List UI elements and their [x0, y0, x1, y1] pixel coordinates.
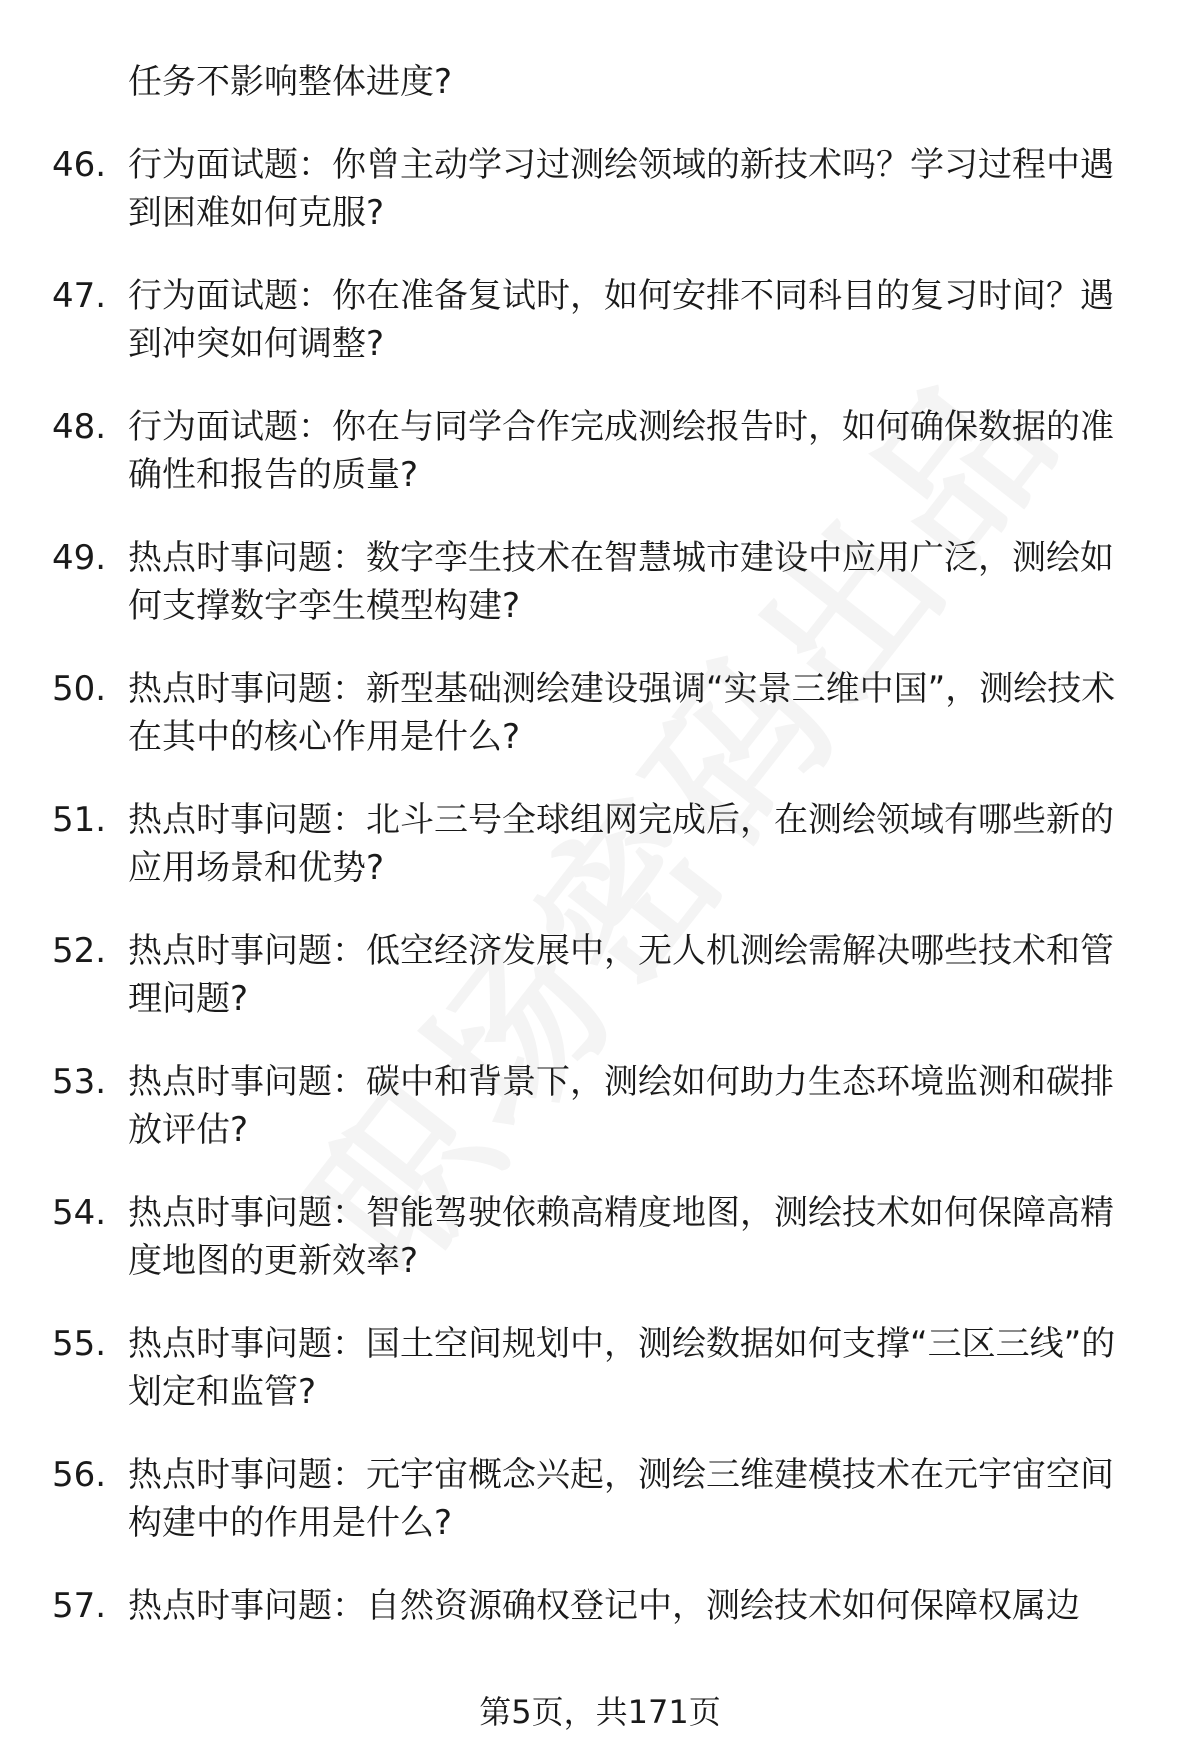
question-text: 热点时事问题：北斗三号全球组网完成后，在测绘领域有哪些新的应用场景和优势?: [128, 800, 1114, 888]
question-number: 48.: [52, 407, 107, 447]
list-item: [0, 1320, 1200, 1416]
question-text: 热点时事问题：元宇宙概念兴起，测绘三维建模技术在元宇宙空间构建中的作用是什么?: [128, 1455, 1114, 1543]
question-number: 50.: [52, 669, 107, 709]
list-item: [0, 1189, 1200, 1285]
question-text: 热点时事问题：自然资源确权登记中，测绘技术如何保障权属边: [128, 1586, 1080, 1626]
question-number: 47.: [52, 276, 107, 316]
question-text: 热点时事问题：新型基础测绘建设强调“实景三维中国”，测绘技术在其中的核心作用是什么?: [128, 669, 1116, 757]
question-text: 热点时事问题：低空经济发展中，无人机测绘需解决哪些技术和管理问题?: [128, 931, 1114, 1019]
question-number: 57.: [52, 1586, 107, 1626]
question-text: 热点时事问题：碳中和背景下，测绘如何助力生态环境监测和碳排放评估?: [128, 1062, 1114, 1150]
question-number: 51.: [52, 800, 107, 840]
question-number: 56.: [52, 1455, 107, 1495]
question-text: 行为面试题：你曾主动学习过测绘领域的新技术吗？学习过程中遇到困难如何克服?: [128, 145, 1114, 233]
question-text: 任务不影响整体进度?: [128, 62, 453, 102]
question-number: 49.: [52, 538, 107, 578]
question-number: 55.: [52, 1324, 107, 1364]
list-item: [0, 403, 1200, 499]
question-number: 53.: [52, 1062, 107, 1102]
list-item-continuation: [0, 58, 1200, 106]
list-item: [0, 1582, 1200, 1630]
question-text: 热点时事问题：国土空间规划中，测绘数据如何支撑“三区三线”的划定和监管?: [128, 1324, 1116, 1412]
page-footer: 第5页，共171页: [479, 1693, 721, 1731]
list-item: [0, 1451, 1200, 1547]
question-text: 热点时事问题：数字孪生技术在智慧城市建设中应用广泛，测绘如何支撑数字孪生模型构建?: [128, 538, 1114, 626]
question-number: 46.: [52, 145, 107, 185]
question-number: 52.: [52, 931, 107, 971]
list-item: [0, 141, 1200, 237]
question-number: 54.: [52, 1193, 107, 1233]
list-item: [0, 534, 1200, 630]
list-item: [0, 272, 1200, 368]
list-item: [0, 927, 1200, 1023]
question-text: 热点时事问题：智能驾驶依赖高精度地图，测绘技术如何保障高精度地图的更新效率?: [128, 1193, 1114, 1281]
list-item: [0, 796, 1200, 892]
question-text: 行为面试题：你在与同学合作完成测绘报告时，如何确保数据的准确性和报告的质量?: [128, 407, 1114, 495]
list-item: [0, 1058, 1200, 1154]
question-list: [0, 58, 1200, 1665]
question-text: 行为面试题：你在准备复试时，如何安排不同科目的复习时间？遇到冲突如何调整?: [128, 276, 1114, 364]
list-item: [0, 665, 1200, 761]
